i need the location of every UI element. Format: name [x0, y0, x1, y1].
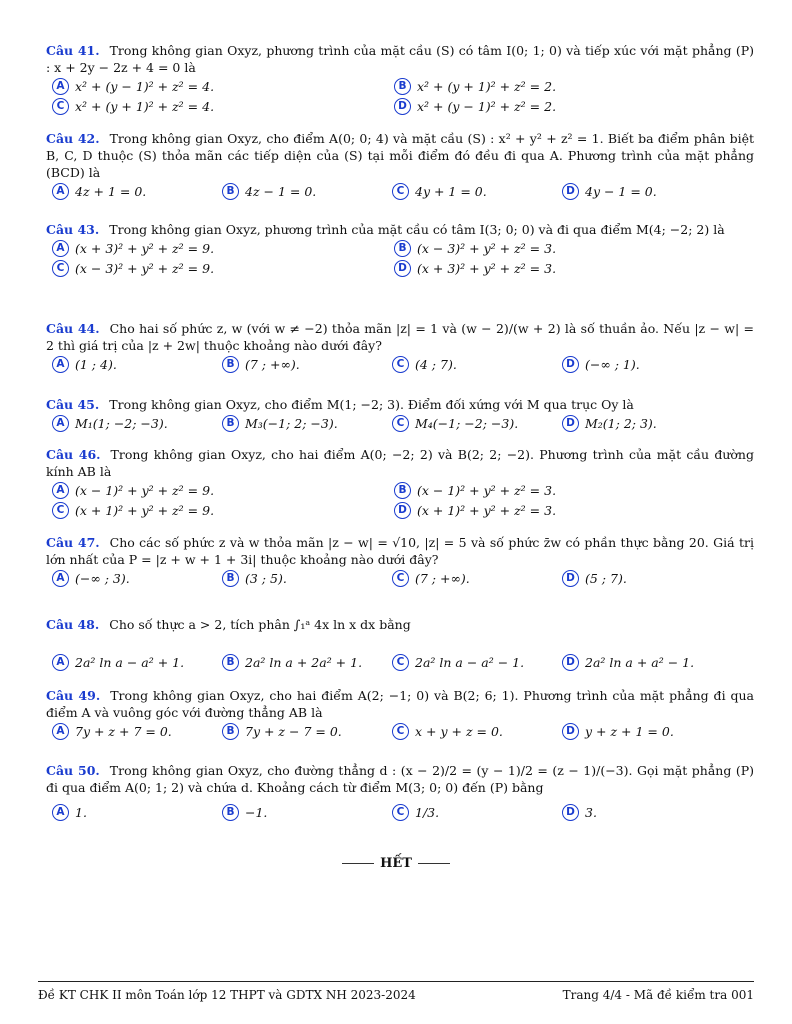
question-stem: Trong không gian Oxyz, cho điểm M(1; −2; 3). Điểm đối xứng với M qua trục Oy là: [109, 397, 634, 412]
option-b[interactable]: [394, 78, 556, 95]
option-text: M₄(−1; −2; −3).: [415, 416, 519, 431]
option-text: 7y + z + 7 = 0.: [75, 724, 172, 739]
options-row: [46, 723, 754, 743]
option-d[interactable]: [394, 260, 556, 277]
question-50: [46, 762, 754, 824]
options-row: [46, 415, 754, 435]
option-d[interactable]: [562, 723, 674, 740]
option-text: 2a² ln a + a² − 1.: [585, 655, 695, 670]
option-letter: C: [392, 654, 409, 671]
option-d[interactable]: [394, 502, 556, 519]
question-label: Câu 45.: [46, 397, 100, 412]
option-d[interactable]: [394, 98, 556, 115]
question-47: [46, 534, 754, 590]
option-b[interactable]: [222, 723, 342, 740]
option-text: (1 ; 4).: [75, 357, 117, 372]
option-c[interactable]: [392, 804, 439, 821]
option-text: 4z − 1 = 0.: [245, 184, 317, 199]
question-45: [46, 396, 754, 435]
option-letter: A: [52, 78, 69, 95]
option-text: y + z + 1 = 0.: [585, 724, 674, 739]
options-row: [46, 260, 754, 280]
question-label: Câu 46.: [46, 447, 101, 462]
option-text: (x + 3)² + y² + z² = 9.: [75, 241, 215, 256]
option-letter: B: [394, 78, 411, 95]
question-label: Câu 50.: [46, 763, 100, 778]
question-label: Câu 43.: [46, 222, 100, 237]
option-text: (7 ; +∞).: [415, 571, 470, 586]
options-row: [46, 804, 754, 824]
option-b[interactable]: [222, 654, 362, 671]
option-letter: C: [52, 98, 69, 115]
option-letter: D: [394, 98, 411, 115]
option-letter: C: [392, 183, 409, 200]
question-48: [46, 616, 754, 674]
option-letter: D: [562, 804, 579, 821]
question-label: Câu 42.: [46, 131, 100, 146]
option-c[interactable]: [52, 98, 214, 115]
option-b[interactable]: [222, 804, 267, 821]
option-letter: A: [52, 415, 69, 432]
option-text: 4z + 1 = 0.: [75, 184, 147, 199]
option-letter: B: [394, 482, 411, 499]
option-a[interactable]: [52, 723, 172, 740]
option-letter: D: [562, 356, 579, 373]
option-text: M₁(1; −2; −3).: [75, 416, 168, 431]
option-letter: C: [52, 502, 69, 519]
question-stem: Cho số thực a > 2, tích phân ∫₁ᵃ 4x ln x dx bằng: [109, 617, 411, 632]
option-b[interactable]: [222, 183, 316, 200]
option-text: (5 ; 7).: [585, 571, 627, 586]
question-43: [46, 221, 754, 280]
option-d[interactable]: [562, 570, 627, 587]
option-letter: C: [392, 570, 409, 587]
option-text: (x − 1)² + y² + z² = 3.: [417, 483, 557, 498]
question-41: [46, 42, 754, 118]
option-letter: A: [52, 356, 69, 373]
question-stem: Cho hai số phức z, w (với w ≠ −2) thỏa mãn |z| = 1 và (w − 2)/(w + 2) là số thuần ảo. Nếu |z − w| = 2 thì giá trị của |z + 2w| thuộc khoảng nào dưới đây?: [46, 321, 754, 353]
options-row: [46, 78, 754, 98]
option-text: M₂(1; 2; 3).: [585, 416, 657, 431]
option-text: (x + 1)² + y² + z² = 9.: [75, 503, 215, 518]
option-letter: B: [222, 723, 239, 740]
options-row: [46, 98, 754, 118]
option-letter: B: [394, 240, 411, 257]
option-text: 4y + 1 = 0.: [415, 184, 487, 199]
option-letter: A: [52, 654, 69, 671]
question-49: [46, 687, 754, 743]
option-c[interactable]: [392, 654, 524, 671]
options-row: [46, 356, 754, 376]
option-b[interactable]: [222, 356, 300, 373]
option-letter: B: [222, 415, 239, 432]
option-letter: A: [52, 482, 69, 499]
option-c[interactable]: [392, 356, 457, 373]
option-b[interactable]: [222, 415, 338, 432]
option-text: 1/3.: [415, 805, 440, 820]
question-label: Câu 41.: [46, 43, 100, 58]
option-text: (x + 1)² + y² + z² = 3.: [417, 503, 557, 518]
option-letter: A: [52, 570, 69, 587]
option-letter: B: [222, 356, 239, 373]
option-text: x² + (y + 1)² + z² = 4.: [75, 99, 215, 114]
option-b[interactable]: [222, 570, 287, 587]
option-c[interactable]: [392, 415, 518, 432]
option-text: 2a² ln a + 2a² + 1.: [245, 655, 363, 670]
question-stem: Trong không gian Oxyz, cho điểm A(0; 0; 4) và mặt cầu (S) : x² + y² + z² = 1. Biết ba điểm phân biệt B, C, D thuộc (S) thỏa mãn các tiếp diện của (S) tại mỗi điểm đó đều đi qua A. Phương trình của mặt phẳng (BCD) là: [46, 131, 754, 180]
option-text: 2a² ln a − a² − 1.: [415, 655, 525, 670]
option-letter: C: [52, 260, 69, 277]
option-letter: B: [222, 804, 239, 821]
option-text: −1.: [245, 805, 268, 820]
option-text: 1.: [75, 805, 87, 820]
option-text: (x − 3)² + y² + z² = 9.: [75, 261, 215, 276]
footer-divider: [38, 981, 754, 982]
end-marker: [0, 856, 792, 871]
option-letter: B: [222, 183, 239, 200]
option-letter: A: [52, 804, 69, 821]
option-text: x² + (y − 1)² + z² = 2.: [417, 99, 557, 114]
option-letter: B: [222, 570, 239, 587]
option-letter: C: [392, 356, 409, 373]
option-text: 4y − 1 = 0.: [585, 184, 657, 199]
option-d[interactable]: [562, 415, 657, 432]
option-letter: D: [562, 415, 579, 432]
option-letter: A: [52, 240, 69, 257]
option-d[interactable]: [562, 804, 597, 821]
question-46: [46, 446, 754, 522]
option-text: (−∞ ; 1).: [585, 357, 640, 372]
question-label: Câu 48.: [46, 617, 100, 632]
option-letter: D: [562, 183, 579, 200]
option-a[interactable]: [52, 804, 87, 821]
question-label: Câu 47.: [46, 535, 100, 550]
options-row: [46, 502, 754, 522]
question-stem: Trong không gian Oxyz, cho đường thẳng d : (x − 2)/2 = (y − 1)/2 = (z − 1)/(−3). Gọi mặt phẳng (P) đi qua điểm A(0; 1; 2) và chứa d. Khoảng cách từ điểm M(3; 0; 0) đến (P) bằng: [46, 763, 754, 795]
option-b[interactable]: [394, 240, 556, 257]
option-letter: A: [52, 183, 69, 200]
option-letter: D: [562, 723, 579, 740]
divider: [418, 863, 450, 864]
option-letter: D: [394, 502, 411, 519]
divider: [342, 863, 374, 864]
option-text: (x − 1)² + y² + z² = 9.: [75, 483, 215, 498]
option-letter: B: [222, 654, 239, 671]
question-42: [46, 130, 754, 203]
option-text: 3.: [585, 805, 597, 820]
options-row: [46, 654, 754, 674]
option-letter: C: [392, 723, 409, 740]
options-row: [46, 570, 754, 590]
option-letter: C: [392, 415, 409, 432]
option-text: (7 ; +∞).: [245, 357, 300, 372]
option-d[interactable]: [562, 356, 640, 373]
option-letter: D: [562, 654, 579, 671]
question-stem: Trong không gian Oxyz, phương trình của mặt cầu có tâm I(3; 0; 0) và đi qua điểm M(4; −2; 2) là: [109, 222, 725, 237]
option-letter: D: [394, 260, 411, 277]
option-a[interactable]: [52, 654, 184, 671]
option-c[interactable]: [392, 723, 503, 740]
option-b[interactable]: [394, 482, 556, 499]
option-text: (−∞ ; 3).: [75, 571, 130, 586]
option-a[interactable]: [52, 482, 214, 499]
option-text: (x + 3)² + y² + z² = 3.: [417, 261, 557, 276]
option-text: (3 ; 5).: [245, 571, 287, 586]
option-text: x² + (y + 1)² + z² = 2.: [417, 79, 557, 94]
option-c[interactable]: [392, 570, 470, 587]
option-a[interactable]: [52, 183, 146, 200]
option-c[interactable]: [392, 183, 487, 200]
option-letter: C: [392, 804, 409, 821]
option-text: x² + (y − 1)² + z² = 4.: [75, 79, 215, 94]
option-text: 7y + z − 7 = 0.: [245, 724, 342, 739]
footer-right: Trang 4/4 - Mã đề kiểm tra 001: [562, 988, 754, 1002]
end-text: HẾT: [380, 856, 412, 871]
option-c[interactable]: [52, 502, 214, 519]
option-letter: A: [52, 723, 69, 740]
option-a[interactable]: [52, 356, 117, 373]
options-row: [46, 183, 754, 203]
option-c[interactable]: [52, 260, 214, 277]
options-row: [46, 482, 754, 502]
question-stem: Trong không gian Oxyz, cho hai điểm A(0; −2; 2) và B(2; 2; −2). Phương trình của mặt cầu đường kính AB là: [46, 447, 754, 479]
option-letter: D: [562, 570, 579, 587]
option-a[interactable]: [52, 78, 214, 95]
question-stem: Trong không gian Oxyz, cho hai điểm A(2; −1; 0) và B(2; 6; 1). Phương trình của mặt phẳng đi qua điểm A và vuông góc với đường thẳng AB là: [46, 688, 754, 720]
option-a[interactable]: [52, 240, 214, 257]
option-d[interactable]: [562, 654, 694, 671]
option-a[interactable]: [52, 570, 130, 587]
option-text: M₃(−1; 2; −3).: [245, 416, 338, 431]
options-row: [46, 240, 754, 260]
question-44: [46, 320, 754, 376]
question-label: Câu 49.: [46, 688, 101, 703]
option-text: x + y + z = 0.: [415, 724, 503, 739]
option-a[interactable]: [52, 415, 168, 432]
option-text: 2a² ln a − a² + 1.: [75, 655, 185, 670]
option-text: (x − 3)² + y² + z² = 3.: [417, 241, 557, 256]
option-text: (4 ; 7).: [415, 357, 457, 372]
question-stem: Cho các số phức z và w thỏa mãn |z − w| = √10, |z| = 5 và số phức z̄w có phần thực bằng 20. Giá trị lớn nhất của P = |z + w + 1 + 3i| thuộc khoảng nào dưới đây?: [46, 535, 754, 567]
footer-left: Đề KT CHK II môn Toán lớp 12 THPT và GDTX NH 2023-2024: [38, 988, 416, 1002]
question-label: Câu 44.: [46, 321, 100, 336]
option-d[interactable]: [562, 183, 657, 200]
question-stem: Trong không gian Oxyz, phương trình của mặt cầu (S) có tâm I(0; 1; 0) và tiếp xúc với mặt phẳng (P) : x + 2y − 2z + 4 = 0 là: [46, 43, 754, 75]
